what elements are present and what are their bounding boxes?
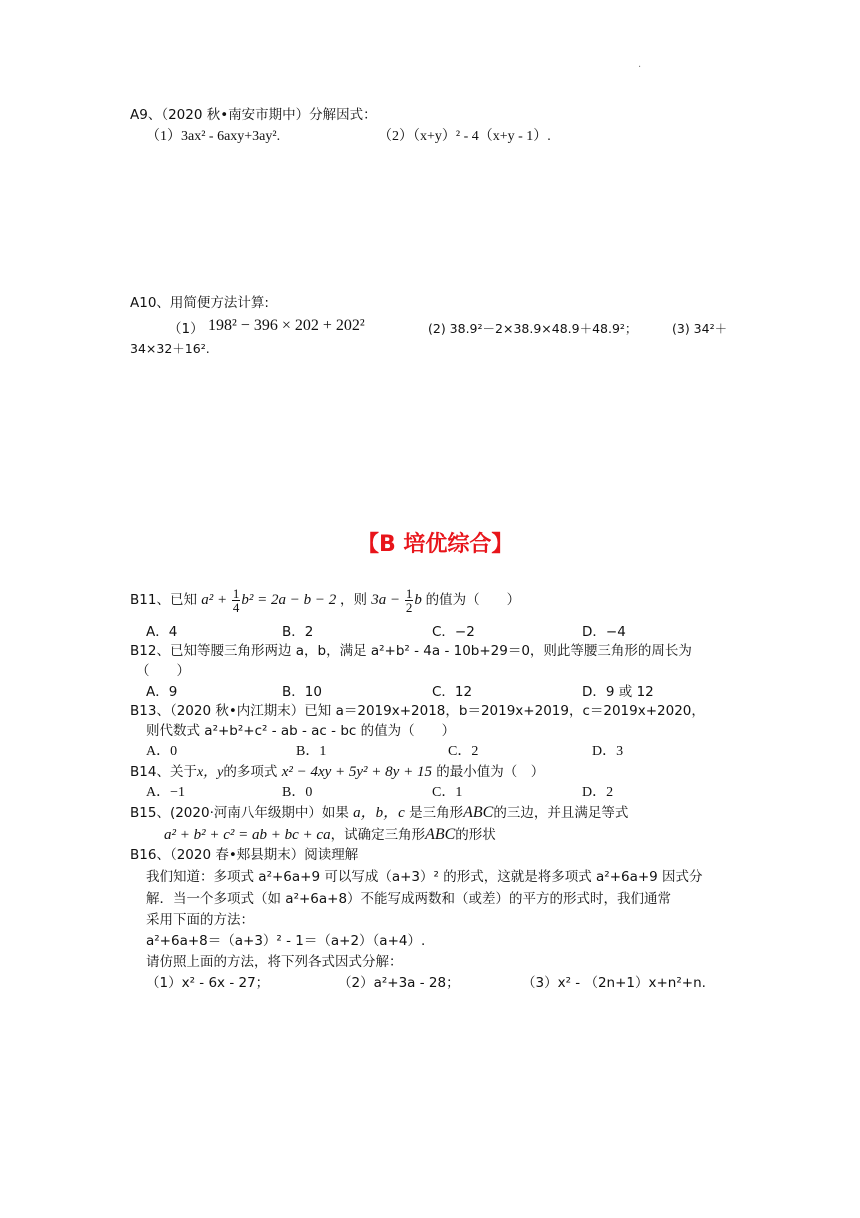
question-a10-part3: (3) 34²＋: [672, 321, 728, 336]
section-b-heading: 【B 培优综合】: [357, 532, 514, 557]
question-b11-target-expression: [371, 586, 425, 616]
page-mark: .: [638, 59, 642, 70]
question-b15-variables: a，b，c: [353, 805, 405, 821]
question-b13-option-d[interactable]: D．3: [592, 744, 624, 759]
question-b13-option-b[interactable]: B．1: [296, 744, 327, 759]
question-b11-prefix: B11、已知: [130, 592, 197, 608]
question-b12-stem: B12、已知等腰三角形两边 a，b，满足 a²+b² - 4a - 10b+29＝0，则此等腰三角形的周长为: [130, 643, 692, 659]
question-b14-end: 的最小值为（ ）: [436, 764, 545, 780]
question-b12-option-c[interactable]: C．12: [432, 684, 473, 700]
question-b16-line3: 采用下面的方法：: [146, 912, 254, 928]
question-a9-part2: （2）（x+y）² - 4（x+y - 1）.: [378, 129, 551, 144]
fraction-one-quarter: [232, 587, 241, 614]
question-b16-part3: （3）x² - （2n+1）x+n²+n.: [522, 975, 706, 991]
question-b15-continued: ，试确定三角形: [330, 827, 426, 843]
fraction-numerator: 1: [405, 586, 413, 602]
question-b14-variables: x，y: [196, 765, 224, 780]
fraction-numerator: 1: [232, 586, 240, 602]
question-b15-prefix: B15、(2020·河南八年级期中）如果: [130, 805, 349, 821]
question-b14-stem: [130, 763, 544, 782]
question-b13-stem: B13、（2020 秋•内江期末）已知 a＝2019x+2018，b＝2019x+2019，c＝2019x+2020，: [130, 703, 705, 719]
question-b11-option-c[interactable]: C．−2: [432, 624, 475, 640]
question-a10-part3-continued: 34×32＋16².: [130, 341, 210, 356]
question-b14-polynomial: x² − 4xy + 5y² + 8y + 15: [281, 764, 432, 780]
question-a10-part1-label: （1）: [168, 321, 204, 337]
question-b16-line2: 解．当一个多项式（如 a²+6a+8）不能写成两数和（或差）的平方的形式时，我们通常: [146, 891, 672, 907]
question-b16-stem: B16、（2020 春•郏县期末）阅读理解: [130, 847, 359, 863]
question-b12-stem-continued: （ ）: [136, 663, 190, 679]
question-b14-option-a[interactable]: A．−1: [146, 785, 186, 800]
question-b13-option-c[interactable]: C．2: [448, 744, 479, 759]
question-b15-continued-end: 的形状: [455, 827, 496, 843]
question-b14-option-b[interactable]: B．0: [282, 785, 313, 800]
question-b15-equation-line: [164, 826, 496, 844]
question-b15-triangle: ABC: [463, 804, 494, 821]
question-a10-part1-expression: 198² − 396 × 202 + 202²: [208, 317, 365, 334]
question-a10-part2: (2) 38.9²－2×38.9×48.9＋48.9²；: [428, 321, 638, 336]
question-b14-prefix: B14、关于: [130, 764, 197, 780]
fraction-denominator: 2: [405, 600, 413, 616]
question-b14-option-c[interactable]: C．1: [432, 785, 463, 800]
question-b11-end: 的值为（ ）: [425, 592, 521, 608]
question-b11-equation: [201, 586, 340, 616]
equation-right: b² = 2a − b − 2: [241, 592, 337, 608]
question-b16-line5: 请仿照上面的方法，将下列各式因式分解：: [146, 954, 403, 970]
question-b13-option-a[interactable]: A．0: [146, 744, 178, 759]
question-b12-option-b[interactable]: B．10: [282, 684, 322, 700]
question-b11-option-a[interactable]: A．4: [146, 624, 178, 640]
target-left: 3a −: [371, 592, 404, 608]
fraction-denominator: 4: [232, 600, 240, 616]
question-b16-part1: （1）x² - 6x - 27；: [146, 975, 270, 991]
question-a10-stem: A10、用简便方法计算:: [130, 295, 269, 311]
question-b16-line1: 我们知道：多项式 a²+6a+9 可以写成（a+3）² 的形式，这就是将多项式 a²+6a+9 因式分: [146, 869, 703, 885]
question-b16-part2: （2）a²+3a - 28；: [338, 975, 460, 991]
fraction-one-half: [405, 587, 414, 614]
question-b11-stem: [130, 585, 520, 615]
target-right: b: [414, 592, 422, 608]
question-b15-mid: 是三角形: [409, 805, 464, 821]
question-b13-stem-continued: 则代数式 a²+b²+c² - ab - ac - bc 的值为（ ）: [146, 723, 456, 739]
equation-left: a² +: [201, 592, 231, 608]
question-b11-option-d[interactable]: D．−4: [582, 624, 626, 640]
question-b15-triangle-2: ABC: [425, 826, 456, 843]
question-b14-mid: 的多项式: [223, 764, 278, 780]
question-a9-part1: （1）3ax² - 6axy+3ay².: [146, 129, 281, 144]
question-b16-line4: a²+6a+8＝（a+3）² - 1＝（a+2）（a+4）.: [146, 933, 426, 949]
question-b11-mid: ，则: [340, 592, 367, 608]
question-b15-equation: a² + b² + c² = ab + bc + ca: [164, 827, 331, 843]
question-b12-option-d[interactable]: D．9 或 12: [582, 684, 654, 700]
question-b14-option-d[interactable]: D．2: [582, 785, 614, 800]
question-b15-stem: [130, 804, 628, 822]
question-b11-option-b[interactable]: B．2: [282, 624, 314, 640]
question-a9-stem: A9、（2020 秋•南安市期中）分解因式：: [130, 107, 377, 123]
question-b15-end: 的三边，并且满足等式: [493, 805, 629, 821]
question-b12-option-a[interactable]: A．9: [146, 684, 178, 700]
